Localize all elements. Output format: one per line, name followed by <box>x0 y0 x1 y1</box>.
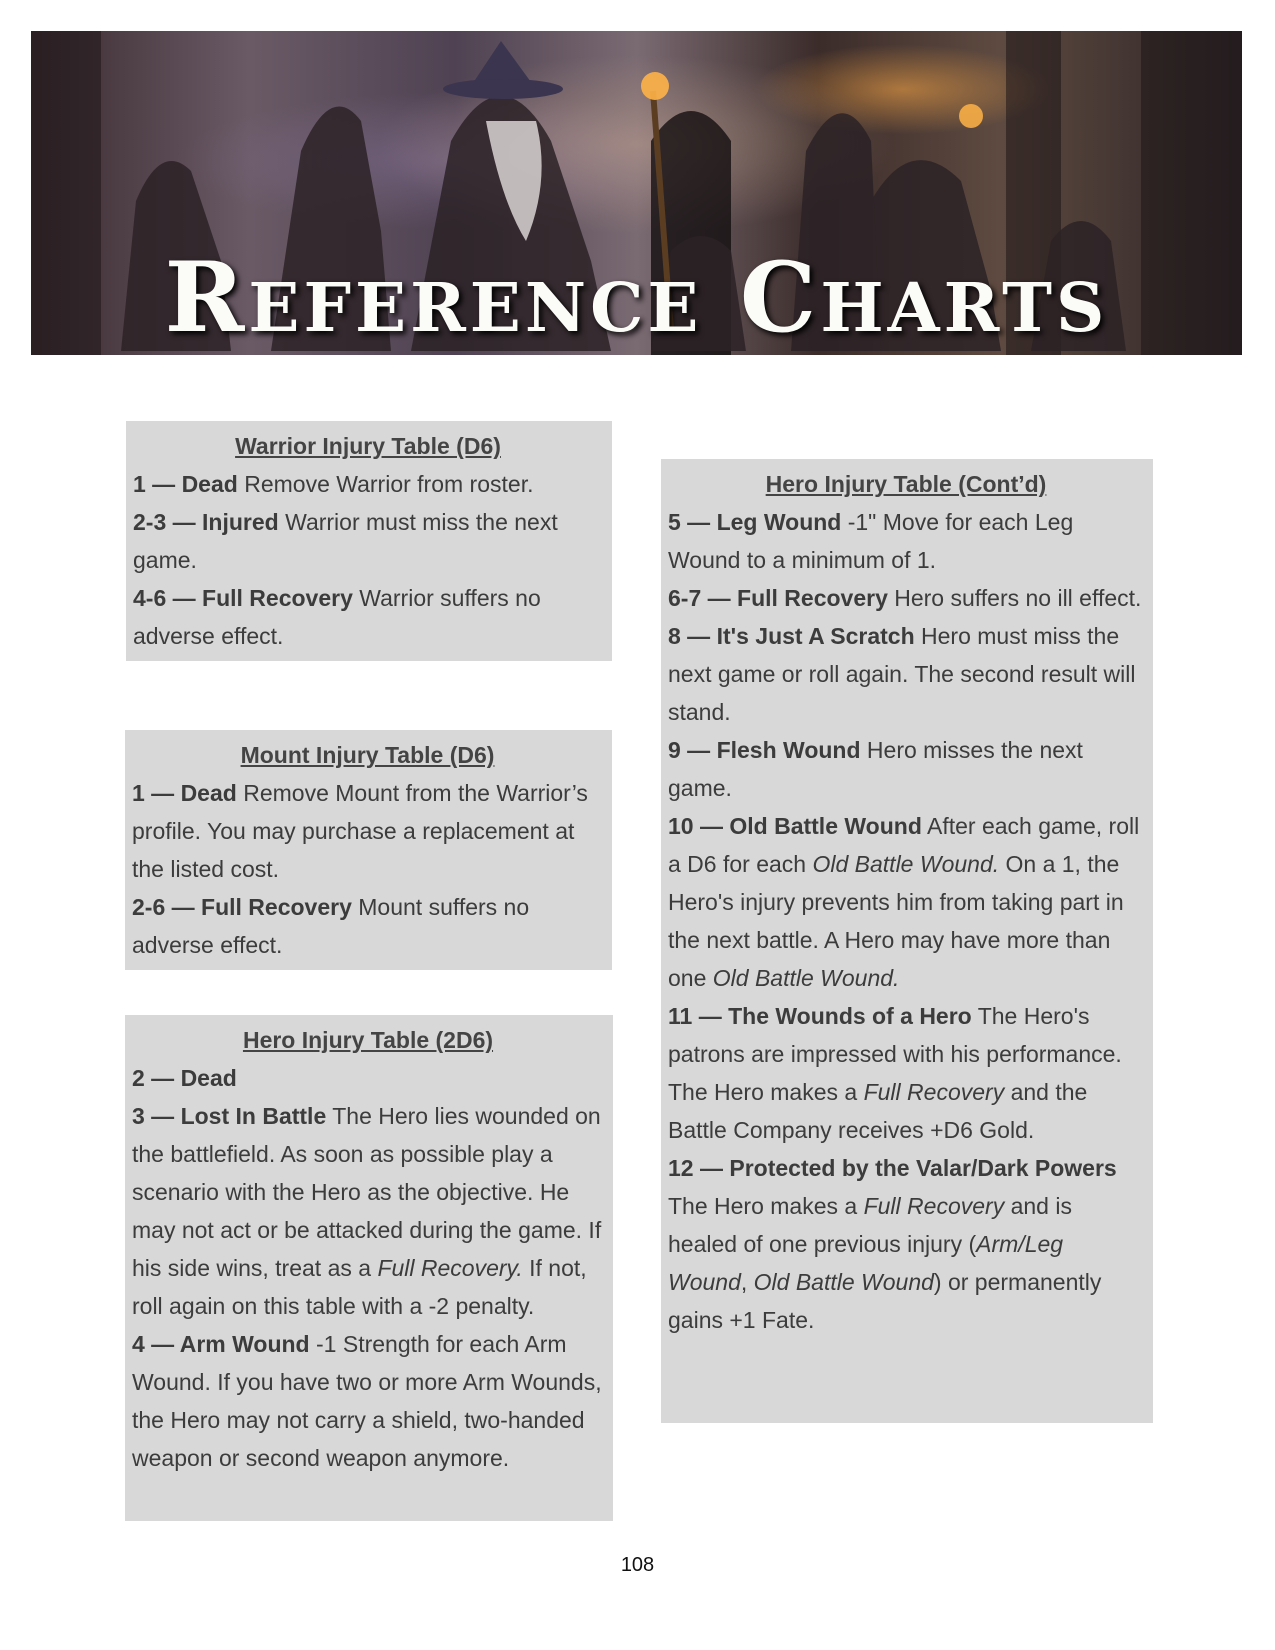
table-title: Mount Injury Table (D6) <box>240 742 495 768</box>
table-entry: 1 — Dead Remove Mount from the Warrior’s profile. You may purchase a replacement at the listed cost. <box>132 780 588 882</box>
header-banner <box>31 31 1242 355</box>
hero-injury-table <box>125 1015 613 1521</box>
table-entry: 2-6 — Full Recovery Mount suffers no adverse effect. <box>132 894 530 958</box>
table-entry: 8 — It's Just A Scratch Hero must miss the next game or roll again. The second result will stand. <box>668 623 1136 725</box>
table-entry: 1 — Dead Remove Warrior from roster. <box>133 471 534 497</box>
table-entry: 2-3 — Injured Warrior must miss the next game. <box>133 509 558 573</box>
table-entry: 3 — Lost In Battle The Hero lies wounded on the battlefield. As soon as possible play a scenario with the Hero as the objective. He may not act or be attacked during the game. If his side wins, treat as a Full Recovery. If not, roll again on this table with a -2 penalty. <box>132 1103 602 1319</box>
table-entry: 5 — Leg Wound -1" Move for each Leg Wound to a minimum of 1. <box>668 509 1074 573</box>
table-entry: 10 — Old Battle Wound After each game, roll a D6 for each Old Battle Wound. On a 1, the Hero's injury prevents him from taking part in the next battle. A Hero may have more than one Old Battle Wound. <box>668 813 1140 991</box>
mount-injury-table <box>125 730 612 970</box>
table-entry: 4 — Arm Wound -1 Strength for each Arm Wound. If you have two or more Arm Wounds, the Hero may not carry a shield, two-handed weapon or second weapon anymore. <box>132 1331 602 1471</box>
warrior-injury-table <box>126 421 612 661</box>
table-entry: 12 — Protected by the Valar/Dark Powers The Hero makes a Full Recovery and is healed of one previous injury (Arm/Leg Wound, Old Battle Wound) or permanently gains +1 Fate. <box>668 1155 1117 1333</box>
table-title: Hero Injury Table (Cont’d) <box>765 471 1047 497</box>
table-entry: 6-7 — Full Recovery Hero suffers no ill effect. <box>668 585 1142 611</box>
table-entry: 9 — Flesh Wound Hero misses the next game. <box>668 737 1083 801</box>
hero-injury-table-continued <box>661 459 1153 1423</box>
page-number: 108 <box>620 1554 655 1576</box>
table-title: Hero Injury Table (2D6) <box>242 1027 494 1053</box>
table-entry: 2 — Dead <box>132 1065 237 1091</box>
table-entry: 11 — The Wounds of a Hero The Hero's patrons are impressed with his performance. The Hero makes a Full Recovery and the Battle Company receives +D6 Gold. <box>668 1003 1122 1143</box>
banner-title: Reference Charts <box>164 241 1109 354</box>
table-entry: 4-6 — Full Recovery Warrior suffers no adverse effect. <box>133 585 541 649</box>
table-title: Warrior Injury Table (D6) <box>235 433 501 459</box>
